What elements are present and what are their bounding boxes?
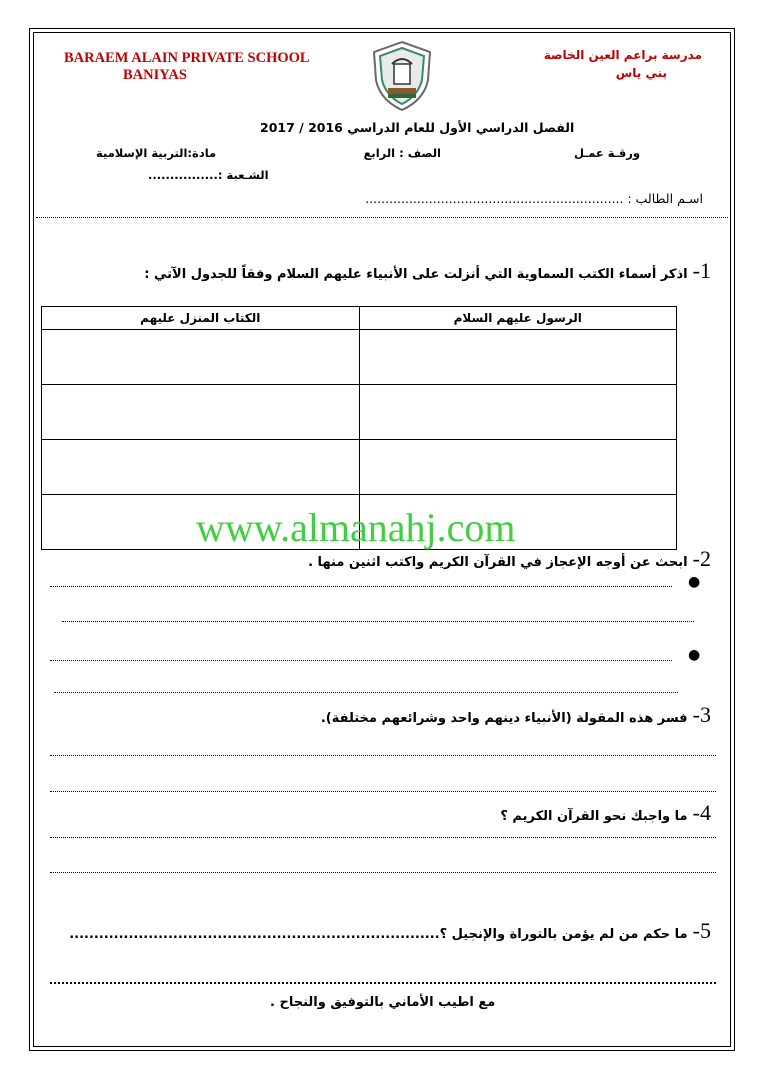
answer-line[interactable] [50, 791, 716, 792]
answer-cell[interactable] [42, 330, 360, 385]
question-number: 5- [692, 918, 711, 943]
city-name-ar: بني ياس [615, 66, 667, 80]
watermark: www.almanahj.com [196, 505, 516, 550]
question-2 [308, 546, 711, 572]
question-3 [321, 702, 711, 728]
subject-label: مادة:التربية الإسلامية [96, 146, 217, 160]
grade-label: الصف : الرابع [363, 146, 441, 160]
table-header-row [42, 307, 677, 330]
question-number: 4- [692, 800, 711, 825]
question-number: 3- [692, 702, 711, 727]
answer-line[interactable] [50, 982, 716, 984]
answer-cell[interactable] [359, 330, 677, 385]
question-text: فسر هذه المقولة (الأنبياء دينهم واحد وشرائعهم مختلفة). [320, 711, 688, 726]
question-text: اذكر أسماء الكتب السماوية التي أنزلت على الأنبياء عليهم السلام وفقاً للجدول الآتي : [144, 267, 688, 282]
question-text: ابحث عن أوجه الإعجاز في القرآن الكريم واكتب اثنين منها . [308, 555, 688, 570]
student-name-field[interactable]: اسـم الطالب : ................................................................. [365, 191, 703, 206]
table-row [42, 440, 677, 495]
school-name-en: BARAEM ALAIN PRIVATE SCHOOL [64, 50, 310, 66]
col-header-book: الكتاب المنزل عليهم [42, 307, 360, 330]
question-text[interactable]: ما حكم من لم يؤمن بالتوراة والإنجيل ؟........................................................................... [69, 927, 688, 942]
bullet-icon: ● [688, 647, 701, 663]
table-row [42, 330, 677, 385]
question-5 [69, 918, 711, 944]
section-label: الشـعبة :................ [148, 168, 269, 182]
city-name-en: BANIYAS [123, 67, 187, 83]
answer-line[interactable] [50, 755, 716, 756]
answer-cell[interactable] [359, 440, 677, 495]
answer-cell[interactable] [359, 385, 677, 440]
answer-line[interactable] [50, 837, 716, 838]
question-number: 2- [692, 546, 711, 571]
closing-message: مع اطيب الأماني بالتوفيق والنجاح . [270, 995, 496, 1010]
question-text: ما واجبك نحو القرآن الكريم ؟ [500, 809, 688, 824]
worksheet-label: ورقـة عمـل [574, 146, 640, 160]
semester-line: الفصل الدراسي الأول للعام الدراسي 2016 / 2017 [260, 120, 575, 135]
header-divider [36, 217, 728, 218]
answer-line[interactable] [50, 872, 716, 873]
school-crest-icon [370, 40, 434, 112]
answer-line[interactable] [50, 586, 672, 587]
table-row [42, 385, 677, 440]
answer-line[interactable] [50, 660, 672, 661]
answer-cell[interactable] [42, 440, 360, 495]
school-name-ar: مدرسة براعم العين الخاصة [543, 48, 702, 62]
answer-line[interactable] [62, 621, 694, 622]
bullet-icon: ● [688, 574, 701, 590]
question-4 [500, 800, 711, 826]
col-header-messenger: الرسول عليهم السلام [359, 307, 677, 330]
answer-line[interactable] [54, 692, 678, 693]
question-1 [144, 258, 711, 284]
question-number: 1- [692, 258, 711, 283]
answer-cell[interactable] [42, 385, 360, 440]
